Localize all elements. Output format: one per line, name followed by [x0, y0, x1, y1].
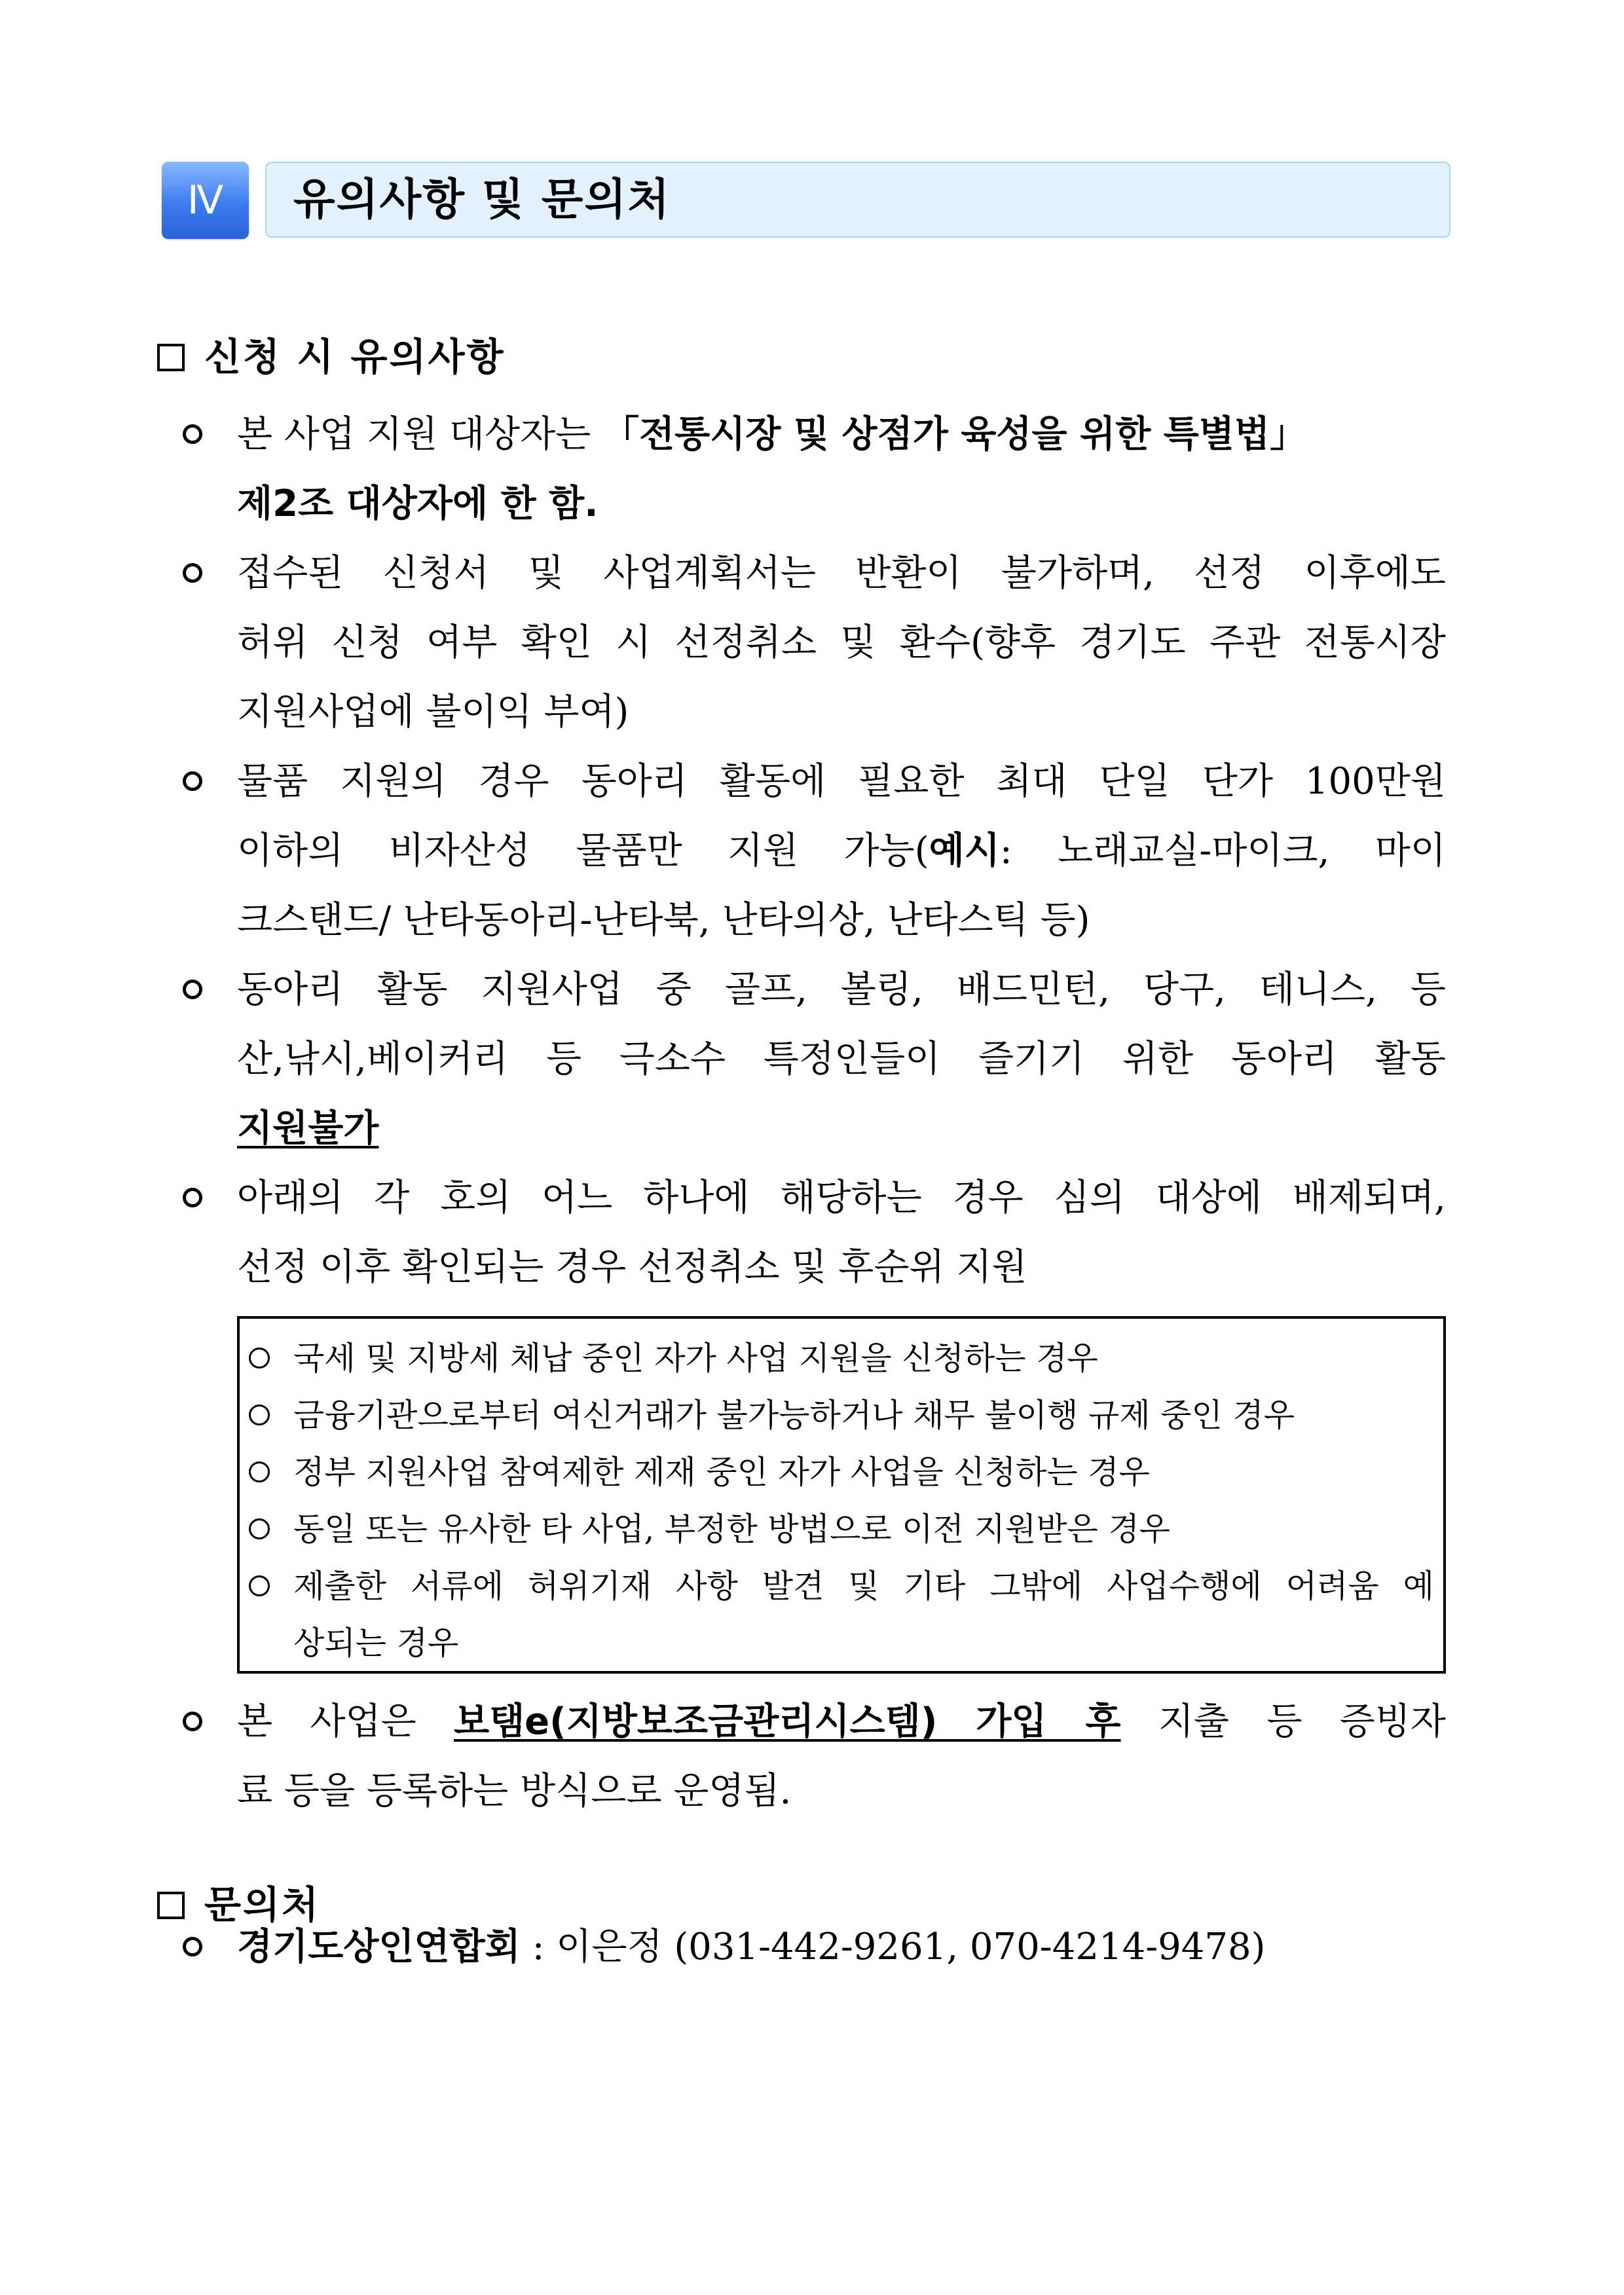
- contact-line: [237, 1926, 1266, 1968]
- item1-line1: [237, 413, 1383, 456]
- circle-bullet-icon: [249, 1575, 270, 1596]
- item4-line1: 동아리 활동 지원사업 중 골프, 볼링, 배드민턴, 당구, 테니스, 등: [237, 968, 1446, 1011]
- item3-text-a: 이하의 비자산성 물품만 지원 가능(: [237, 830, 929, 872]
- contact-detail: : 이은정 (031-442-9261, 070-4214-9478): [520, 1926, 1266, 1968]
- circle-bullet-icon: [183, 1188, 202, 1207]
- item2-line2: 허위 신청 여부 확인 시 선정취소 및 환수(향후 경기도 주관 전통시장: [237, 621, 1446, 664]
- item2-line1: 접수된 신청서 및 사업계획서는 반환이 불가하며, 선정 이후에도: [237, 552, 1446, 595]
- item1-law-name: 「전통시장 및 상점가 육성을 위한 특별법」: [602, 413, 1307, 456]
- item4-line2: 산,낚시,베이커리 등 극소수 특정인들이 즐기기 위한 동아리 활동: [237, 1038, 1446, 1080]
- contact-heading: [157, 1874, 320, 1929]
- item1-line2: 제2조 대상자에 한 함.: [237, 483, 599, 525]
- circle-bullet-icon: [183, 1937, 202, 1956]
- notes-heading: [157, 326, 506, 381]
- exclusion-item-5: 제출한 서류에 허위기재 사항 발견 및 기타 그밖에 사업수행에 어려움 예: [293, 1568, 1434, 1605]
- circle-bullet-icon: [183, 771, 202, 791]
- item6-line1: [237, 1700, 1446, 1743]
- circle-bullet-icon: [183, 424, 202, 444]
- circle-bullet-icon: [183, 563, 202, 583]
- circle-bullet-icon: [249, 1405, 270, 1425]
- item3-line2: [237, 830, 1446, 872]
- exclusion-item-2: 금융기관으로부터 여신거래가 불가능하거나 채무 불이행 규제 중인 경우: [293, 1397, 1295, 1434]
- exclusion-item-4: 동일 또는 유사한 타 사업, 부정한 방법으로 이전 지원받은 경우: [293, 1511, 1171, 1548]
- circle-bullet-icon: [249, 1518, 270, 1539]
- item3-line1: 물품 지원의 경우 동아리 활동에 필요한 최대 단일 단가 100만원: [237, 760, 1446, 803]
- item6-text-a: 본 사업은: [237, 1700, 454, 1743]
- exclusion-item-1: 국세 및 지방세 체납 중인 자가 사업 지원을 신청하는 경우: [293, 1340, 1098, 1377]
- circle-bullet-icon: [249, 1461, 270, 1482]
- checkbox-square-icon: [157, 344, 185, 371]
- circle-bullet-icon: [183, 980, 202, 999]
- item2-line3: 지원사업에 불이익 부여): [237, 691, 629, 733]
- item5-line1: 아래의 각 호의 어느 하나에 해당하는 경우 심의 대상에 배제되며,: [237, 1177, 1446, 1219]
- item5-line2: 선정 이후 확인되는 경우 선정취소 및 후순위 지원: [237, 1246, 1027, 1289]
- item3-line3: 크스탠드/ 난타동아리-난타북, 난타의상, 난타스틱 등): [237, 899, 1090, 942]
- section-number-badge: Ⅳ: [162, 162, 249, 239]
- contact-heading-text: 문의처: [204, 1882, 321, 1927]
- item6-text-b: 지출 등 증빙자: [1120, 1700, 1446, 1743]
- exclusion-item-5-cont: 상되는 경우: [293, 1625, 459, 1662]
- item3-text-b: : 노래교실-마이크, 마이: [999, 830, 1446, 872]
- exclusion-item-3: 정부 지원사업 참여제한 제재 중인 자가 사업을 신청하는 경우: [293, 1454, 1150, 1491]
- item3-example-label: 예시: [929, 830, 1000, 872]
- contact-organization: 경기도상인연합회: [237, 1926, 521, 1968]
- checkbox-square-icon: [157, 1892, 185, 1919]
- circle-bullet-icon: [249, 1348, 270, 1368]
- item1-text: 본 사업 지원 대상자는: [237, 413, 603, 456]
- circle-bullet-icon: [183, 1712, 202, 1731]
- item6-line2: 료 등을 등록하는 방식으로 운영됨.: [237, 1770, 792, 1812]
- item4-line3: 지원불가: [237, 1107, 379, 1150]
- item6-system-name: 보탬e(지방보조금관리시스템) 가입 후: [453, 1700, 1121, 1743]
- notes-heading-text: 신청 시 유의사항: [204, 335, 506, 379]
- section-title: 유의사항 및 문의처: [293, 174, 671, 225]
